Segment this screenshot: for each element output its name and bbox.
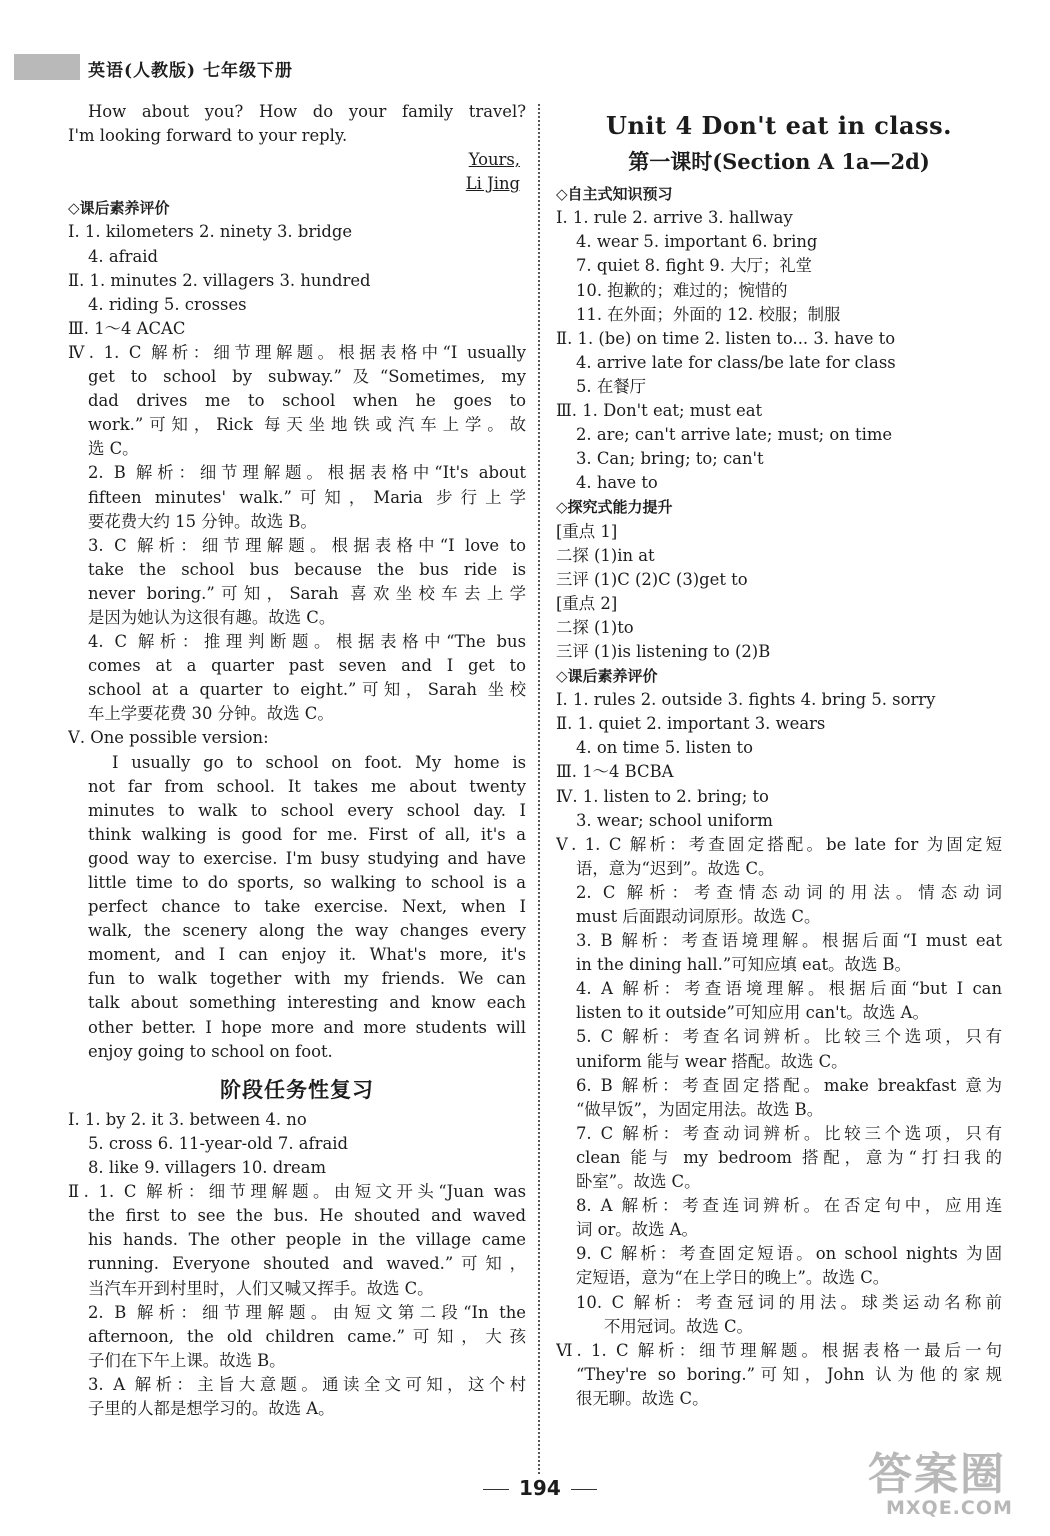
answer-line: Ⅳ. 1. C 解析：细节理解题。根据表格中“I usually: [68, 342, 526, 362]
answer-line: minutes to walk to school every school day. I: [88, 800, 526, 820]
answer-line: take the school bus because the bus ride is: [88, 559, 526, 579]
answer-line: 当汽车开到村里时，人们又喊又挥手。故选 C。: [88, 1278, 434, 1298]
answer-line: Ⅲ. 1～4 ACAC: [68, 318, 186, 338]
answer-line: comes at a quarter past seven and I get to: [88, 656, 526, 676]
answer-line: 要花费大约 15 分钟。故选 B。: [88, 511, 317, 531]
column-divider: [538, 104, 540, 1474]
answer-line: Ⅲ. 1. Don't eat; must eat: [556, 401, 763, 421]
answer-line: 5. 在餐厅: [576, 376, 647, 396]
answer-line: talk about something interesting and know each: [88, 993, 526, 1013]
answer-line: walk, the scenery along the way changes every: [88, 921, 526, 941]
letter-signature: Li Jing: [465, 174, 520, 194]
section-heading: ◇自主式知识预习: [556, 185, 673, 204]
answer-line: 10. 抱歉的；难过的；惋惜的: [576, 280, 788, 300]
answer-line: 11. 在外面；外面的 12. 校服；制服: [576, 304, 841, 324]
answer-line: 3. Can; bring; to; can't: [576, 449, 764, 469]
answer-line: 4. have to: [576, 473, 658, 493]
answer-line: 卧室”。故选 C。: [576, 1172, 701, 1192]
answer-line: 7. C 解析：考查动词辨析。比较三个选项，只有: [576, 1123, 1002, 1143]
answer-line: Ⅱ. 1. C 解析：细节理解题。由短文开头“Juan was: [68, 1182, 526, 1202]
answer-line: 6. B 解析：考查固定搭配。make breakfast 意为: [576, 1075, 1002, 1095]
header-bar: [14, 54, 80, 80]
answer-line: 3. B 解析：考查语境理解。根据后面“I must eat: [576, 931, 1002, 951]
eval-answers: [68, 220, 526, 1063]
answer-line: 三评 (1)C (2)C (3)get to: [556, 569, 748, 589]
answer-line: little time to do sports, so walking to school is a: [88, 873, 526, 892]
answer-line: 4. A 解析：考查语境理解。根据后面“but I can: [576, 979, 1002, 999]
answer-line: Ⅲ. 1～4 BCBA: [556, 762, 674, 782]
answer-line: other better. I hope more and more students will: [88, 1017, 526, 1037]
answer-line: Ⅴ. One possible version:: [68, 728, 269, 748]
answer-line: 词 or。故选 A。: [576, 1220, 698, 1240]
answer-line: 8. like 9. villagers 10. dream: [88, 1158, 327, 1178]
answer-line: 很无聊。故选 C。: [576, 1388, 709, 1408]
section-heading: ◇课后素养评价: [556, 667, 658, 686]
section-heading: ◇探究式能力提升: [556, 498, 673, 517]
answer-line: the first to see the bus. He shouted and waved: [88, 1206, 526, 1226]
answer-line: Ⅳ. 1. listen to 2. bring; to: [556, 786, 769, 806]
answer-line: 3. wear; school uniform: [576, 810, 773, 830]
answer-line: fifteen minutes' walk.”可知，Maria 步行上学: [88, 487, 526, 507]
answer-line: work.”可知，Rick 每天坐地铁或汽车上学。故: [88, 415, 526, 435]
answer-line: 2. B 解析：细节理解题。由短文第二段“In the: [88, 1302, 526, 1322]
answer-line: Ⅴ. 1. C 解析：考查固定搭配。be late for 为固定短: [556, 834, 1002, 854]
answer-line: 4. C 解析：推理判断题。根据表格中“The bus: [88, 632, 526, 652]
answer-line: school at a quarter to eight.”可知，Sarah 坐校: [88, 680, 526, 700]
answer-line: 5. C 解析：考查名词辨析。比较三个选项，只有: [576, 1027, 1002, 1047]
answer-line: dad drives me to school when he goes to: [88, 391, 526, 411]
lesson-title: 第一课时(Section A 1a—2d): [628, 149, 930, 175]
answer-line: Ⅱ. 1. (be) on time 2. listen to... 3. have to: [556, 328, 896, 348]
answer-line: Ⅰ. 1. by 2. it 3. between 4. no: [68, 1109, 307, 1129]
answer-line: 选 C。: [88, 439, 139, 459]
eval-heading: ◇课后素养评价: [68, 199, 170, 218]
answer-line: perfect chance to take exercise. Next, when I: [88, 897, 526, 917]
answer-line: 4. wear 5. important 6. bring: [576, 232, 818, 252]
page-number: 194: [473, 1476, 607, 1500]
answer-line: 语，意为“迟到”。故选 C。: [576, 858, 775, 878]
answer-line: 7. quiet 8. fight 9. 大厅；礼堂: [576, 256, 813, 276]
answer-line: 5. cross 6. 11-year-old 7. afraid: [88, 1133, 348, 1153]
lesson-answers: [556, 182, 1002, 1411]
answer-line: 4. riding 5. crosses: [88, 294, 247, 314]
answer-line: in the dining hall.”可知应填 eat。故选 B。: [576, 955, 911, 975]
answer-line: “They're so boring.”可知，John 认为他的家规: [576, 1364, 1002, 1384]
answer-line: 是因为她认为这很有趣。故选 C。: [88, 607, 336, 627]
answer-line: 不用冠词。故选 C。: [604, 1316, 753, 1336]
answer-line: listen to it outside”可知应用 can't。故选 A。: [576, 1003, 929, 1023]
letter-closing: Yours,: [468, 150, 520, 170]
answer-line: [重点 1]: [556, 521, 618, 541]
answer-line: “做早饭”，为固定用法。故选 B。: [576, 1099, 824, 1119]
answer-line: think walking is good for me. First of all, it's a: [88, 824, 526, 844]
answer-line: moment, and I can enjoy it. What's more, it's: [88, 945, 526, 965]
answer-line: good way to exercise. I'm busy studying and have: [88, 848, 526, 868]
answer-line: get to school by subway.”及“Sometimes, my: [88, 367, 526, 387]
answer-line: afternoon, the old children came.”可知，大孩: [88, 1326, 526, 1346]
answer-line: fun to walk together with my friends. We can: [88, 969, 526, 989]
review-answers: [68, 1108, 526, 1421]
answer-line: Ⅰ. 1. kilometers 2. ninety 3. bridge: [68, 222, 353, 242]
running-header: 英语(人教版) 七年级下册: [88, 61, 294, 81]
answer-line: 3. A 解析：主旨大意题。通读全文可知，这个村: [88, 1374, 526, 1394]
answer-line: 二探 (1)to: [556, 617, 634, 637]
answer-line: 8. A 解析：考查连词辨析。在否定句中，应用连: [576, 1196, 1002, 1216]
answer-line: clean 能与 my bedroom 搭配，意为“打扫我的: [576, 1147, 1002, 1167]
answer-line: Ⅱ. 1. quiet 2. important 3. wears: [556, 714, 826, 734]
answer-line: never boring.”可知，Sarah 喜欢坐校车去上学: [88, 583, 526, 603]
answer-line: uniform 能与 wear 搭配。故选 C。: [576, 1051, 848, 1071]
answer-line: I usually go to school on foot. My home is: [112, 752, 526, 772]
right-column: [556, 100, 1002, 1411]
answer-line: 三评 (1)is listening to (2)B: [556, 641, 771, 661]
answer-line: not far from school. It takes me about twenty: [88, 776, 526, 796]
answer-line: his hands. The other people in the village came: [88, 1230, 526, 1250]
answer-line: Ⅰ. 1. rules 2. outside 3. fights 4. bring 5. sorry: [556, 690, 936, 710]
answer-line: 2. C 解析：考查情态动词的用法。情态动词: [576, 882, 1002, 902]
answer-line: 子们在下午上课。故选 B。: [88, 1350, 286, 1370]
answer-line: How about you? How do your family travel?: [88, 102, 526, 121]
answer-line: 3. C 解析：细节理解题。根据表格中“I love to: [88, 535, 526, 555]
answer-line: 车上学要花费 30 分钟。故选 C。: [88, 704, 334, 724]
left-column: [68, 100, 526, 1421]
answer-line: [重点 2]: [556, 593, 618, 613]
answer-line: Ⅱ. 1. minutes 2. villagers 3. hundred: [68, 270, 371, 290]
answer-line: 4. on time 5. listen to: [576, 738, 754, 758]
answer-line: 2. B 解析：细节理解题。根据表格中“It's about: [88, 463, 526, 483]
answer-line: 定短语，意为“在上学日的晚上”。故选 C。: [576, 1268, 890, 1288]
answer-line: 子里的人都是想学习的。故选 A。: [88, 1398, 335, 1418]
answer-line: Ⅰ. 1. rule 2. arrive 3. hallway: [556, 208, 793, 228]
answer-line: 4. afraid: [88, 246, 159, 266]
review-title: 阶段任务性复习: [220, 1077, 374, 1102]
answer-line: 二探 (1)in at: [556, 545, 655, 565]
answer-line: 4. arrive late for class/be late for class: [576, 352, 896, 372]
answer-line: 10. C 解析：考查冠词的用法。球类运动名称前: [576, 1292, 1002, 1312]
answer-line: must 后面跟动词原形。故选 C。: [576, 907, 821, 926]
answer-line: enjoy going to school on foot.: [88, 1041, 333, 1061]
answer-line: 2. are; can't arrive late; must; on time: [576, 425, 893, 445]
answer-line: running. Everyone shouted and waved.”可知，: [88, 1254, 526, 1274]
unit-title: Unit 4 Don't eat in class.: [606, 111, 952, 140]
answer-line: 9. C 解析：考查固定短语。on school nights 为固: [576, 1244, 1002, 1264]
letter-ending: [68, 100, 526, 148]
answer-line: Ⅵ. 1. C 解析：细节理解题。根据表格一最后一句: [556, 1340, 1002, 1360]
watermark-logo: 答案圈 MXQE.COM: [868, 1449, 1013, 1519]
answer-line: I'm looking forward to your reply.: [68, 126, 348, 146]
